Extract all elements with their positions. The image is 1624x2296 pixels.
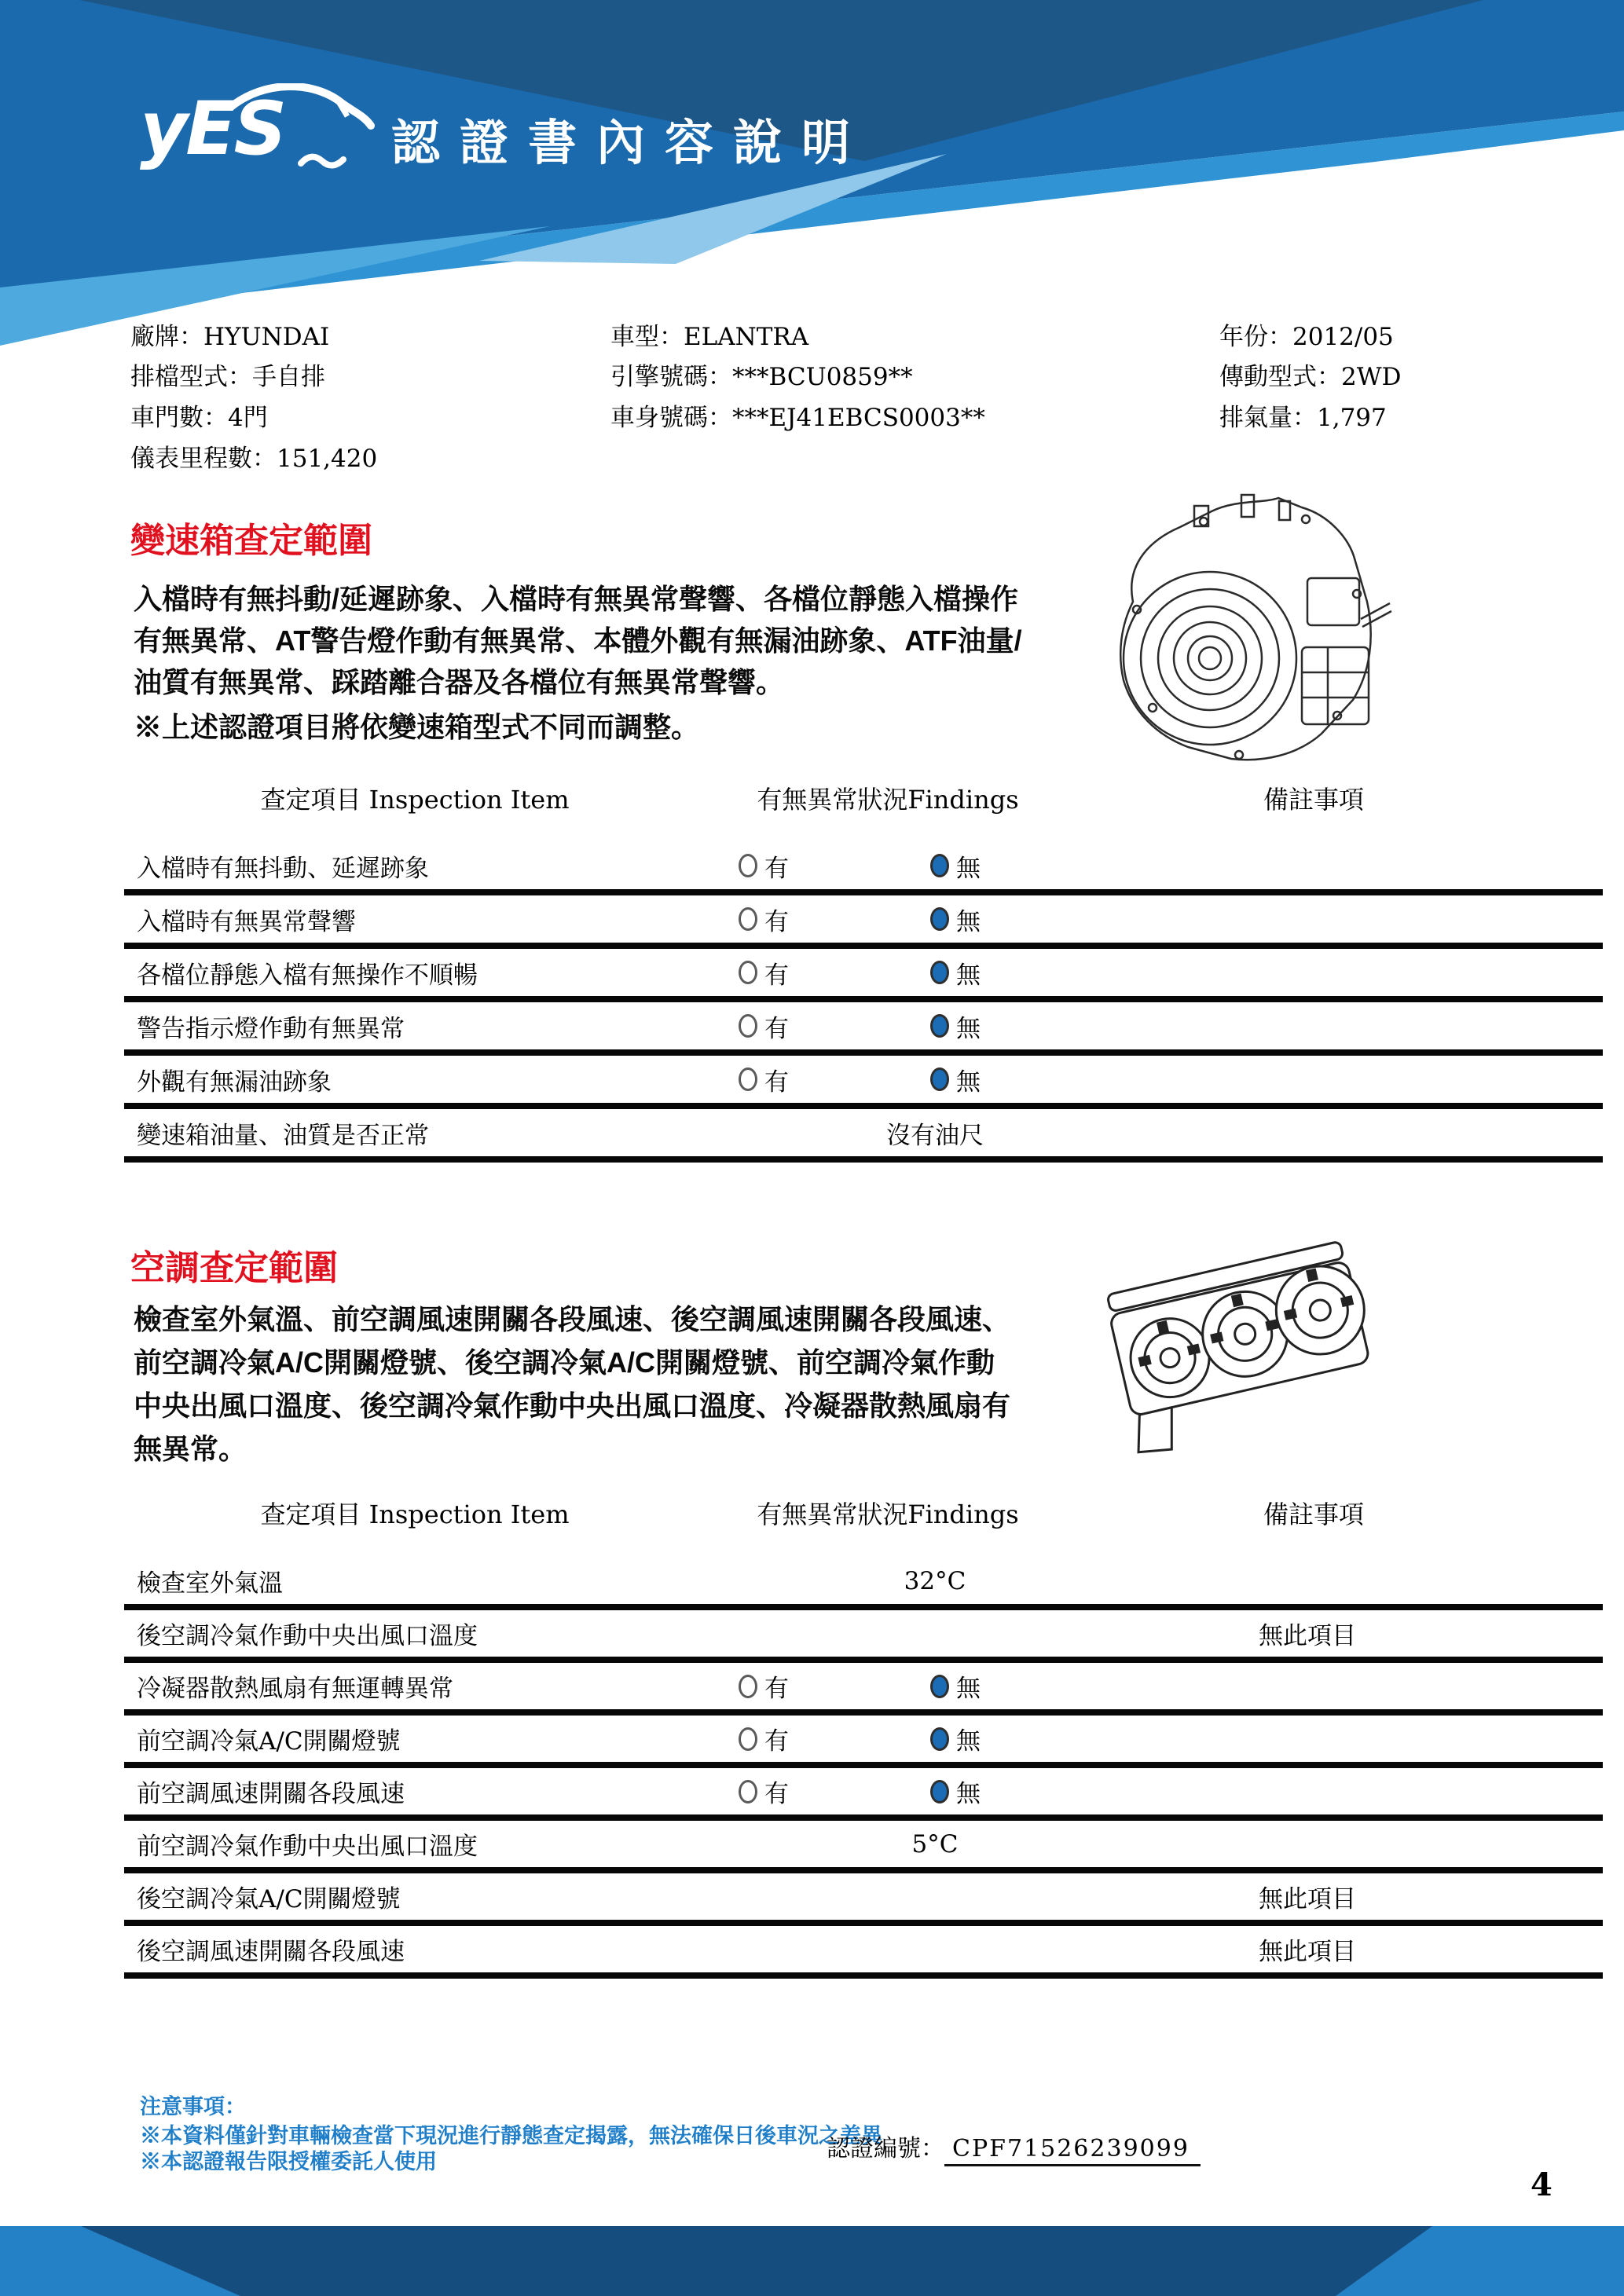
column-header-findings: 有無異常狀況Findings (757, 1500, 1019, 1529)
radio-no-option (930, 1721, 981, 1756)
description-line: 前空調冷氣A/C開關燈號、後空調冷氣A/C開關燈號、前空調冷氣作動 (134, 1346, 995, 1379)
radio-no-option (930, 848, 981, 884)
radio-yes-label: 有 (764, 1675, 789, 1703)
vehicle-info-field: 排檔型式：手自排 (130, 363, 325, 391)
radio-no-mark (930, 1014, 949, 1038)
radio-yes-mark (739, 907, 757, 931)
vehicle-info-field: 排氣量：1,797 (1219, 404, 1387, 432)
notes-title: 注意事項： (140, 2095, 246, 2118)
certificate-number-label: 認證編號： (827, 2135, 944, 2162)
radio-no-mark (930, 907, 949, 931)
inspection-item: 前空調冷氣作動中央出風口溫度 (137, 1833, 478, 1861)
section-note-transmission: ※上述認證項目將依變速箱型式不同而調整。 (134, 711, 700, 743)
column-header-remarks: 備註事項 (1263, 785, 1365, 815)
yes-logo (140, 83, 376, 176)
radio-no-option (930, 1062, 981, 1097)
remark-text: 無此項目 (1259, 1938, 1356, 1966)
footer-band-art (0, 2226, 1624, 2296)
section-description-aircon (134, 1298, 1010, 1470)
table-header-transmission (124, 780, 1603, 815)
table-row (124, 1663, 1603, 1716)
radio-no-option (930, 955, 981, 991)
radio-yes-option (739, 955, 789, 991)
inspection-item: 後空調冷氣作動中央出風口溫度 (137, 1622, 478, 1650)
table-row (124, 1109, 1603, 1163)
radio-no-mark (930, 1067, 949, 1091)
yes-logo-text: yES (140, 86, 285, 172)
column-header-inspection-item: 查定項目 Inspection Item (260, 785, 570, 815)
radio-yes-mark (739, 961, 757, 984)
radio-yes-option (739, 1721, 789, 1756)
description-line: 中央出風口溫度、後空調冷氣作動中央出風口溫度、冷凝器散熱風扇有 (134, 1390, 1011, 1422)
remark-text: 無此項目 (1259, 1885, 1356, 1913)
inspection-item: 前空調風速開關各段風速 (137, 1780, 405, 1808)
page-title: 認證書內容說明 (391, 116, 871, 170)
radio-no-option (930, 1774, 981, 1809)
radio-yes-option (739, 848, 789, 884)
section-title-transmission: 變速箱查定範圍 (130, 522, 372, 560)
finding-value: 5°C (911, 1829, 959, 1858)
table-row (124, 842, 1603, 895)
radio-no-label: 無 (956, 854, 981, 883)
radio-yes-option (739, 1062, 789, 1097)
vehicle-info-field: 引擎號碼：***BCU0859** (610, 363, 913, 391)
section-description-transmission (134, 578, 1022, 703)
radio-yes-option (739, 1668, 789, 1704)
transmission-inspection-table (124, 842, 1603, 1163)
radio-no-label: 無 (956, 1727, 981, 1756)
radio-yes-mark (739, 1675, 757, 1698)
table-row (124, 1926, 1603, 1979)
radio-yes-label: 有 (764, 1014, 789, 1043)
table-row (124, 895, 1603, 949)
radio-yes-mark (739, 854, 757, 877)
description-line: 有無異常、AT警告燈作動有無異常、本體外觀有無漏油跡象、ATF油量/ (134, 624, 1022, 657)
inspection-item: 各檔位靜態入檔有無操作不順暢 (137, 961, 478, 990)
table-row (124, 1716, 1603, 1768)
inspection-item: 檢查室外氣溫 (137, 1569, 283, 1598)
radio-no-label: 無 (956, 1014, 981, 1043)
table-row (124, 1610, 1603, 1663)
radio-no-mark (930, 961, 949, 984)
radio-yes-mark (739, 1014, 757, 1038)
inspection-item: 冷凝器散熱風扇有無運轉異常 (137, 1675, 453, 1703)
remark-text: 無此項目 (1259, 1622, 1356, 1650)
finding-value: 沒有油尺 (886, 1121, 984, 1150)
table-row (124, 1768, 1603, 1821)
table-row (124, 1821, 1603, 1873)
radio-no-label: 無 (956, 1675, 981, 1703)
vehicle-info-field: 年份：2012/05 (1219, 323, 1394, 351)
inspection-item: 後空調冷氣A/C開關燈號 (137, 1885, 401, 1913)
table-row (124, 949, 1603, 1002)
vehicle-info-field: 車型：ELANTRA (610, 323, 809, 351)
radio-yes-mark (739, 1067, 757, 1091)
table-row (124, 1056, 1603, 1109)
vehicle-info-field: 車身號碼：***EJ41EBCS0003** (610, 404, 985, 432)
vehicle-info-field: 廠牌：HYUNDAI (130, 323, 330, 351)
note-line-1: ※本資料僅針對車輛檢查當下現況進行靜態查定揭露，無法確保日後車況之差異 (140, 2124, 882, 2148)
radio-yes-mark (739, 1780, 757, 1803)
radio-yes-option (739, 1009, 789, 1044)
description-line: 無異常。 (134, 1433, 247, 1465)
transmission-illustration (1078, 484, 1392, 776)
page-number: 4 (1531, 2166, 1553, 2203)
table-row (124, 1002, 1603, 1056)
vehicle-info-field: 傳動型式：2WD (1219, 363, 1402, 391)
radio-no-mark (930, 1727, 949, 1751)
inspection-item: 入檔時有無異常聲響 (137, 907, 356, 936)
ac-panel-illustration (1098, 1218, 1381, 1463)
radio-yes-option (739, 1774, 789, 1809)
inspection-item: 前空調冷氣A/C開關燈號 (137, 1727, 401, 1756)
table-header-aircon (124, 1495, 1603, 1530)
column-header-remarks: 備註事項 (1263, 1500, 1365, 1529)
radio-no-label: 無 (956, 1780, 981, 1808)
description-line: 入檔時有無抖動/延遲跡象、入檔時有無異常聲響、各檔位靜態入檔操作 (134, 583, 1019, 615)
certificate-number-value: CPF71526239099 (944, 2135, 1201, 2166)
column-header-inspection-item: 查定項目 Inspection Item (260, 1500, 570, 1529)
radio-yes-label: 有 (764, 907, 789, 936)
radio-no-mark (930, 1675, 949, 1698)
radio-yes-label: 有 (764, 1780, 789, 1808)
finding-value: 32°C (904, 1566, 966, 1595)
table-row (124, 1873, 1603, 1926)
radio-no-option (930, 1668, 981, 1704)
radio-yes-option (739, 902, 789, 937)
radio-no-label: 無 (956, 1067, 981, 1097)
inspection-item: 後空調風速開關各段風速 (137, 1938, 405, 1966)
certificate-number-line (827, 2129, 1201, 2163)
section-title-aircon: 空調查定範圍 (130, 1249, 338, 1287)
radio-no-mark (930, 1780, 949, 1803)
inspection-item: 警告指示燈作動有無異常 (137, 1014, 405, 1043)
column-header-findings: 有無異常狀況Findings (757, 785, 1019, 815)
radio-no-option (930, 902, 981, 937)
radio-yes-mark (739, 1727, 757, 1751)
note-line-2: ※本認證報告限授權委託人使用 (140, 2150, 437, 2173)
radio-yes-label: 有 (764, 1727, 789, 1756)
inspection-item: 外觀有無漏油跡象 (137, 1067, 332, 1097)
vehicle-info-field: 儀表里程數：151,420 (130, 445, 378, 473)
radio-no-label: 無 (956, 961, 981, 990)
radio-no-option (930, 1009, 981, 1044)
aircon-inspection-table (124, 1558, 1603, 1979)
description-line: 油質有無異常、踩踏離合器及各檔位有無異常聲響。 (134, 666, 785, 698)
description-line: 檢查室外氣溫、前空調風速開關各段風速、後空調風速開關各段風速、 (134, 1303, 1011, 1335)
inspection-item: 入檔時有無抖動、延遲跡象 (137, 854, 429, 883)
vehicle-info-field: 車門數：4門 (130, 404, 268, 432)
radio-no-mark (930, 854, 949, 877)
radio-yes-label: 有 (764, 961, 789, 990)
radio-yes-label: 有 (764, 854, 789, 883)
radio-no-label: 無 (956, 907, 981, 936)
inspection-item: 變速箱油量、油質是否正常 (137, 1121, 429, 1150)
radio-yes-label: 有 (764, 1067, 789, 1097)
table-row (124, 1558, 1603, 1610)
car-road-tilde-icon (301, 157, 343, 166)
